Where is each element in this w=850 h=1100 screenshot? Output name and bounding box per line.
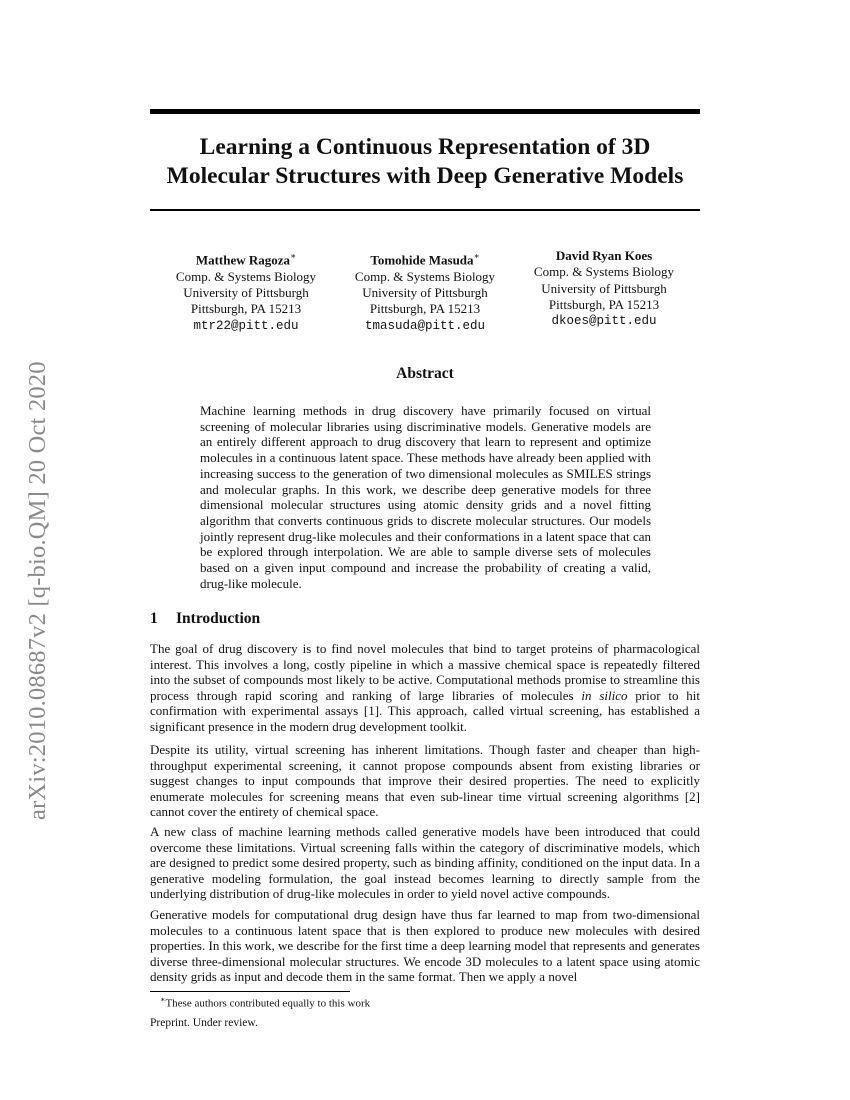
intro-paragraph-3: A new class of machine learning methods called generative models have been introduced that could overcome these limitations. Virtual screening falls within the category of discriminative models, which are designed to predict some desired property, such as binding affinity, conditioned on the input data. In a generative modeling formulation, the goal instead becomes learning to directly sample from the underlying distribution of drug-like molecules in order to yield novel active compounds.: [150, 824, 700, 902]
author-name: Tomohide Masuda: [370, 252, 474, 268]
intro-paragraph-1: [150, 641, 700, 735]
footnote-rule: [150, 991, 350, 992]
italic-term: in silico: [581, 687, 628, 703]
preprint-note: Preprint. Under review.: [150, 1017, 258, 1029]
intro-paragraph-4: Generative models for computational drug design have thus far learned to map from two-dimensional molecules to a continuous latent space that is then explored to produce new molecules with desired properties. In this work, we describe for the first time a deep learning model that represents and generates diverse three-dimensional molecular structures. We encode 3D molecules to a latent space using atomic density grids as input and decode them in the same format. Then we apply a novel: [150, 907, 700, 985]
author-email[interactable]: tmasuda@pitt.edu: [364, 318, 486, 333]
author-name-line: [514, 248, 694, 264]
title-bottom-rule: [150, 209, 700, 211]
author-city: Pittsburgh, PA 15213: [190, 301, 302, 317]
equal-contribution-mark: ∗: [290, 251, 297, 261]
paragraph-text: prior to hit confirmation with experimental assays [1]. This approach, called virtual screening, has established a significant presence in the modern drug development toolkit.: [150, 687, 700, 734]
author-name-line: [335, 248, 515, 269]
author-university: University of Pittsburgh: [183, 284, 309, 300]
intro-paragraph-2: Despite its utility, virtual screening has inherent limitations. Though faster and cheaper than high-throughput experimental screening, it cannot propose compounds absent from existing libraries or suggest changes to input compounds that improve their desired properties. The need to explicitly enumerate molecules for screening means that even sub-linear time virtual screening algorithms [2] cannot cover the entirety of chemical space.: [150, 742, 700, 820]
author-department: Comp. & Systems Biology: [175, 268, 317, 284]
section-number: 1: [150, 610, 158, 627]
author-name: Matthew Ragoza: [195, 252, 291, 268]
section-title: Introduction: [176, 610, 261, 627]
author-block: [150, 248, 700, 333]
abstract-text: Machine learning methods in drug discovery have primarily focused on virtual screening of molecular libraries using discriminative models. Generative models are an entirely different approach to drug discovery that learn to represent and optimize molecules in a continuous latent space. These methods have already been applied with increasing success to the generation of two dimensional molecules as SMILES strings and molecular graphs. In this work, we describe deep generative models for three dimensional molecular structures using atomic density grids and a novel fitting algorithm that converts continuous grids to discrete molecular structures. Our models jointly represent drug-like molecules and their conformations in a latent space that can be explored through interpolation. We are able to sample diverse sets of molecules based on a given input compound and increase the probability of creating a valid, drug-like molecule.: [200, 403, 651, 591]
equal-contribution-mark: ∗: [473, 251, 480, 261]
section-heading: [150, 610, 260, 628]
title-top-rule: [150, 109, 700, 114]
author-department: Comp. & Systems Biology: [533, 264, 675, 280]
paragraph-text: The goal of drug discovery is to find novel molecules that bind to target proteins of pharmacological interest. This involves a long, costly pipeline in which a massive chemical space is repeatedly filtered into the subset of compounds most likely to be active. Computational methods promise to streamline this process through rapid scoring and ranking of large libraries of molecules: [150, 641, 700, 703]
author-city: Pittsburgh, PA 15213: [548, 296, 660, 312]
footnote-mark: ∗: [160, 995, 166, 1004]
footnote-text: These authors contributed equally to this work: [165, 997, 371, 1010]
author-card: [335, 248, 515, 334]
author-name-line: [156, 248, 336, 269]
author-name: David Ryan Koes: [555, 248, 653, 263]
author-email[interactable]: mtr22@pitt.edu: [193, 318, 299, 333]
author-card: [156, 248, 336, 334]
author-department: Comp. & Systems Biology: [354, 268, 496, 284]
author-city: Pittsburgh, PA 15213: [369, 301, 481, 317]
author-university: University of Pittsburgh: [362, 284, 488, 300]
author-email[interactable]: dkoes@pitt.edu: [551, 314, 657, 329]
author-university: University of Pittsburgh: [541, 280, 667, 296]
paper-title: Learning a Continuous Representation of 3D Molecular Structures with Deep Generative Models: [166, 134, 684, 189]
arxiv-side-stamp: arXiv:2010.08687v2 [q-bio.QM] 20 Oct 2020: [24, 361, 51, 820]
abstract-heading: Abstract: [396, 365, 454, 382]
author-card: [514, 248, 694, 329]
footnote: [160, 995, 370, 1010]
